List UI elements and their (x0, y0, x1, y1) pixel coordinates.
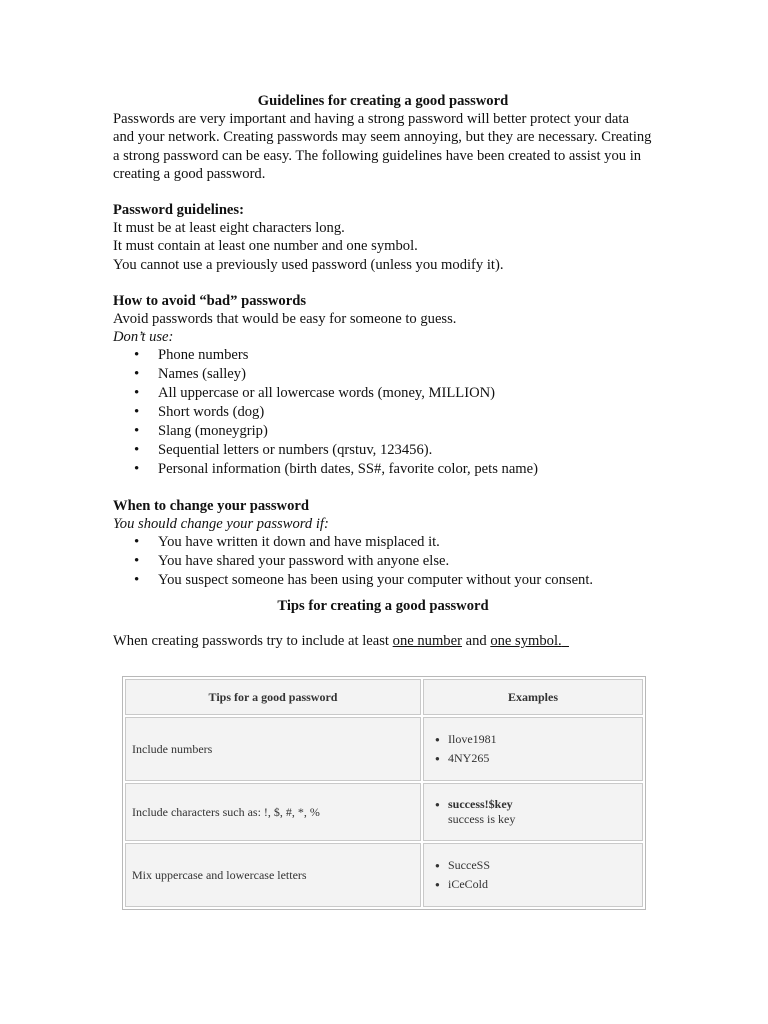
dont-use-label: Don’t use: (113, 329, 174, 346)
table-row (125, 783, 643, 841)
dont-use-list (113, 346, 653, 478)
document-title: Guidelines for creating a good password (257, 93, 509, 109)
table-row (125, 717, 643, 781)
intro-paragraph: Passwords are very important and having a strong password will better protect your data and your network. Creating passwords may seem annoying, but they are necessary. Creating a strong password can be easy. The following guidelines have been created to assist you in creating a good password. (113, 111, 652, 182)
tips-table (122, 676, 646, 910)
change-list (113, 533, 653, 590)
tips-title: Tips for creating a good password (277, 597, 489, 614)
example-sub: success is key (448, 812, 516, 826)
list-item: • You suspect someone has been using your computer without your consent. (158, 571, 653, 590)
examples-list (430, 858, 636, 892)
document-body (113, 92, 653, 650)
list-item: • Short words (dog) (158, 403, 653, 422)
list-item: • You have written it down and have misplaced it. (158, 533, 653, 552)
tips-intro-prefix: When creating passwords try to include at least (113, 633, 393, 650)
example-item: ● iCeCold (448, 877, 636, 892)
list-item: • Personal information (birth dates, SS#, favorite color, pets name) (158, 460, 653, 479)
example-item: ● Ilove1981 (448, 732, 636, 747)
list-item: • Sequential letters or numbers (qrstuv, 123456). (158, 441, 653, 460)
guideline-line: It must contain at least one number and one symbol. (113, 238, 418, 255)
avoid-heading: How to avoid “bad” passwords (113, 292, 307, 309)
examples-list (430, 732, 636, 766)
list-item: • All uppercase or all lowercase words (money, MILLION) (158, 384, 653, 403)
examples-list (430, 797, 636, 827)
examples-cell (423, 843, 643, 907)
example-bold: success!$key (448, 797, 513, 811)
table-header-examples: Examples (423, 679, 643, 715)
guideline-line: It must be at least eight characters long. (113, 220, 345, 237)
tip-cell: Include numbers (125, 717, 421, 781)
change-lead: You should change your password if: (113, 515, 329, 532)
table-row (125, 843, 643, 907)
examples-cell (423, 783, 643, 841)
guidelines-heading: Password guidelines: (113, 202, 244, 219)
list-item: • Names (salley) (158, 365, 653, 384)
change-heading: When to change your password (113, 497, 309, 514)
example-item (448, 797, 636, 827)
examples-cell (423, 717, 643, 781)
table-header-tips: Tips for a good password (125, 679, 421, 715)
avoid-line: Avoid passwords that would be easy for someone to guess. (113, 311, 457, 328)
example-item: ● SucceSS (448, 858, 636, 873)
table-header-row (125, 679, 643, 715)
one-number-text: one number (392, 633, 462, 650)
list-item: • Slang (moneygrip) (158, 422, 653, 441)
tip-cell: Include characters such as: !, $, #, *, % (125, 783, 421, 841)
list-item: • You have shared your password with anyone else. (158, 552, 653, 571)
tip-cell: Mix uppercase and lowercase letters (125, 843, 421, 907)
tips-intro (113, 632, 653, 650)
one-symbol-text: one symbol. (490, 633, 562, 650)
example-item: ● 4NY265 (448, 751, 636, 766)
guideline-line: You cannot use a previously used password (unless you modify it). (113, 256, 504, 273)
list-item: • Phone numbers (158, 346, 653, 365)
tips-intro-mid: and (461, 633, 491, 650)
